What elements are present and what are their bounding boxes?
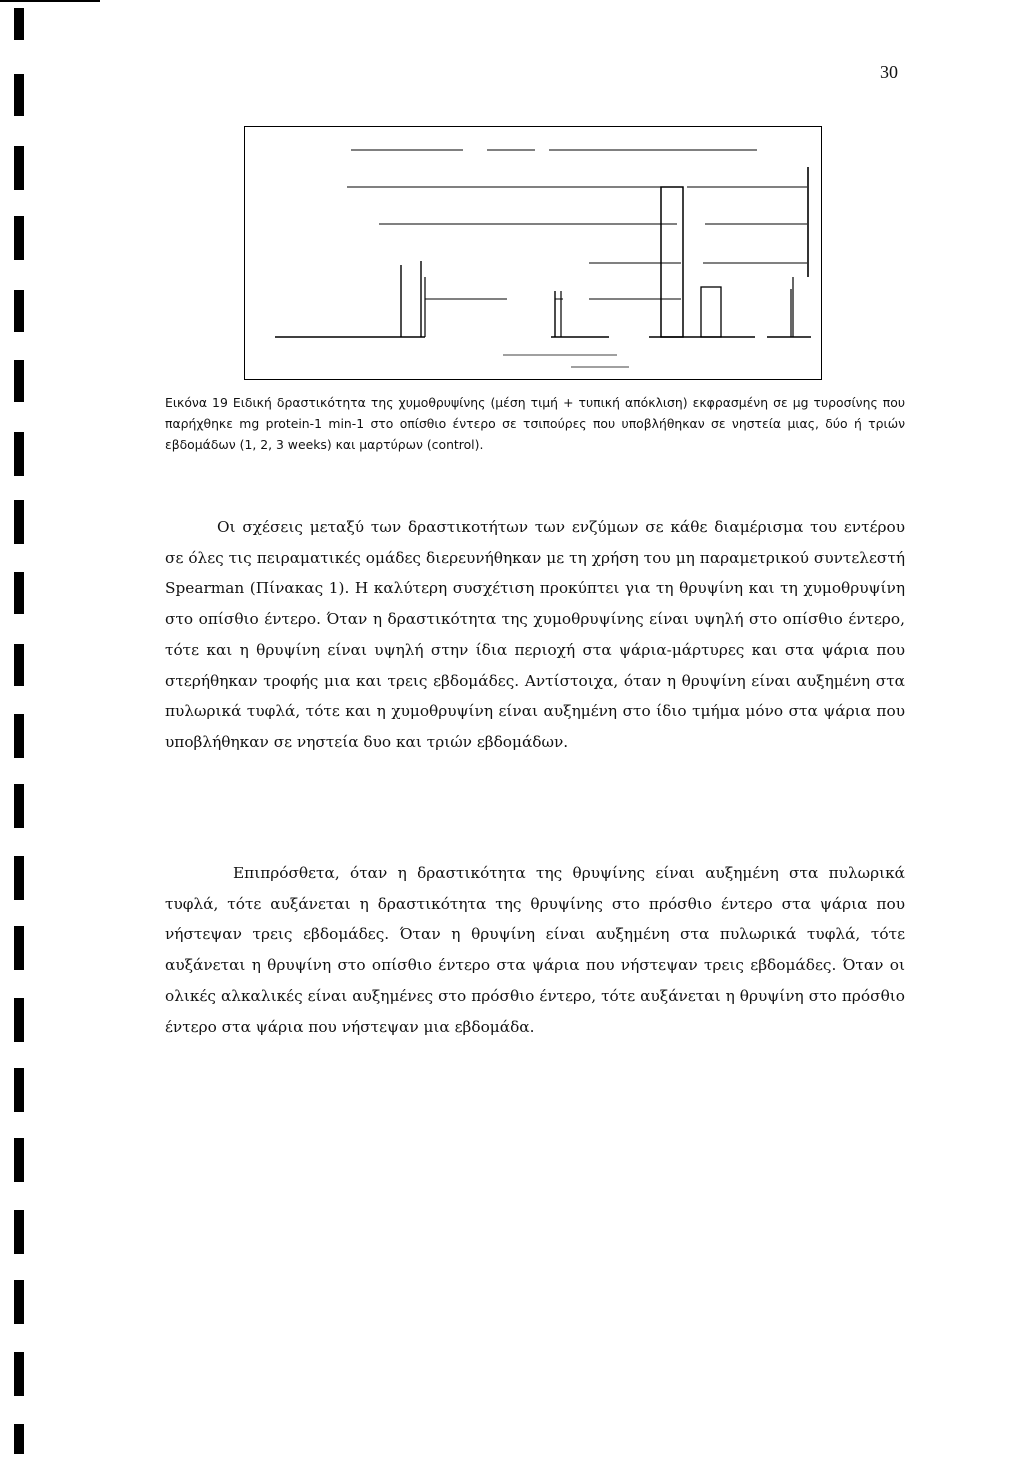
- chart-graphic: [245, 127, 823, 381]
- scan-mark: [14, 644, 24, 686]
- caption-label: Εικόνα 19: [165, 395, 228, 410]
- scan-mark: [14, 1352, 24, 1396]
- figure-caption: [165, 392, 905, 455]
- paragraph: Επιπρόσθετα, όταν η δραστικότητα της θρυψίνης είναι αυξημένη στα πυλωρικά τυφλά, τότε αυξάνεται η δραστικότητα της θρυψίνης στο πρόσθιο έντερο στα ψάρια που νήστεψαν τρεις εβδομάδες. Όταν η θρυψίνη είναι αυξημένη στα πυλωρικά τυφλά, τότε αυξάνεται η θρυψίνη στο οπίσθιο έντερο στα ψάρια που νήστεψαν τρεις εβδομάδες. Όταν οι ολικές αλκαλικές είναι αυξημένες στο πρόσθιο έντερο, τότε αυξάνεται η θρυψίνη στο πρόσθιο έντερο στα ψάρια που νήστεψαν μια εβδομάδα.: [165, 864, 905, 1036]
- scan-mark: [14, 856, 24, 900]
- scan-mark: [14, 146, 24, 190]
- scan-mark: [14, 8, 24, 40]
- scan-mark: [14, 926, 24, 970]
- scan-edge-line: [0, 0, 100, 2]
- scan-mark: [14, 1424, 24, 1454]
- bar: [661, 187, 683, 337]
- caption-text: Ειδική δραστικότητα της χυμοθρυψίνης (μέση τιμή + τυπική απόκλιση) εκφρασμένη σε μg τυροσίνης που παρήχθηκε mg protein-1 min-1 στο οπίσθιο έντερο σε τσιπούρες που υποβλήθηκαν σε νηστεία μιας, δύο ή τριών εβδομάδων (1, 2, 3 weeks) και μαρτύρων (control).: [165, 395, 905, 452]
- scan-mark: [14, 1280, 24, 1324]
- scan-mark: [14, 290, 24, 332]
- page-number: 30: [880, 62, 898, 82]
- scan-mark: [14, 784, 24, 828]
- scan-mark: [14, 216, 24, 260]
- scan-mark: [14, 500, 24, 544]
- scan-mark: [14, 714, 24, 758]
- scan-mark: [14, 432, 24, 476]
- scan-mark: [14, 1210, 24, 1254]
- paragraph: Οι σχέσεις μεταξύ των δραστικοτήτων των ενζύμων σε κάθε διαμέρισμα του εντέρου σε όλες τις πειραματικές ομάδες διερευνήθηκαν με τη χρήση του μη παραμετρικού συντελεστή Spearman (Πίνακας 1). Η καλύτερη συσχέτιση προκύπτει για τη θρυψίνη και τη χυμοθρυψίνη στο οπίσθιο έντερο. Όταν η δραστικότητα της χυμοθρυψίνης είναι υψηλή στο οπίσθιο έντερο, τότε και η θρυψίνη είναι υψηλή στην ίδια περιοχή στα ψάρια-μάρτυρες και στα ψάρια που στερήθηκαν τροφής μια και τρεις εβδομάδες. Αντίστοιχα, όταν η θρυψίνη είναι αυξημένη στα πυλωρικά τυφλά, τότε και η χυμοθρυψίνη είναι αυξημένη στο ίδιο τμήμα μόνο στα ψάρια που υποβλήθηκαν σε νηστεία δυο και τριών εβδομάδων.: [165, 518, 905, 751]
- scan-mark: [14, 1068, 24, 1112]
- bar: [701, 287, 721, 337]
- scan-mark: [14, 74, 24, 116]
- scan-mark: [14, 998, 24, 1042]
- scan-mark: [14, 360, 24, 402]
- scan-mark: [14, 1138, 24, 1182]
- figure-19-chart: [244, 126, 822, 380]
- scan-mark: [14, 572, 24, 614]
